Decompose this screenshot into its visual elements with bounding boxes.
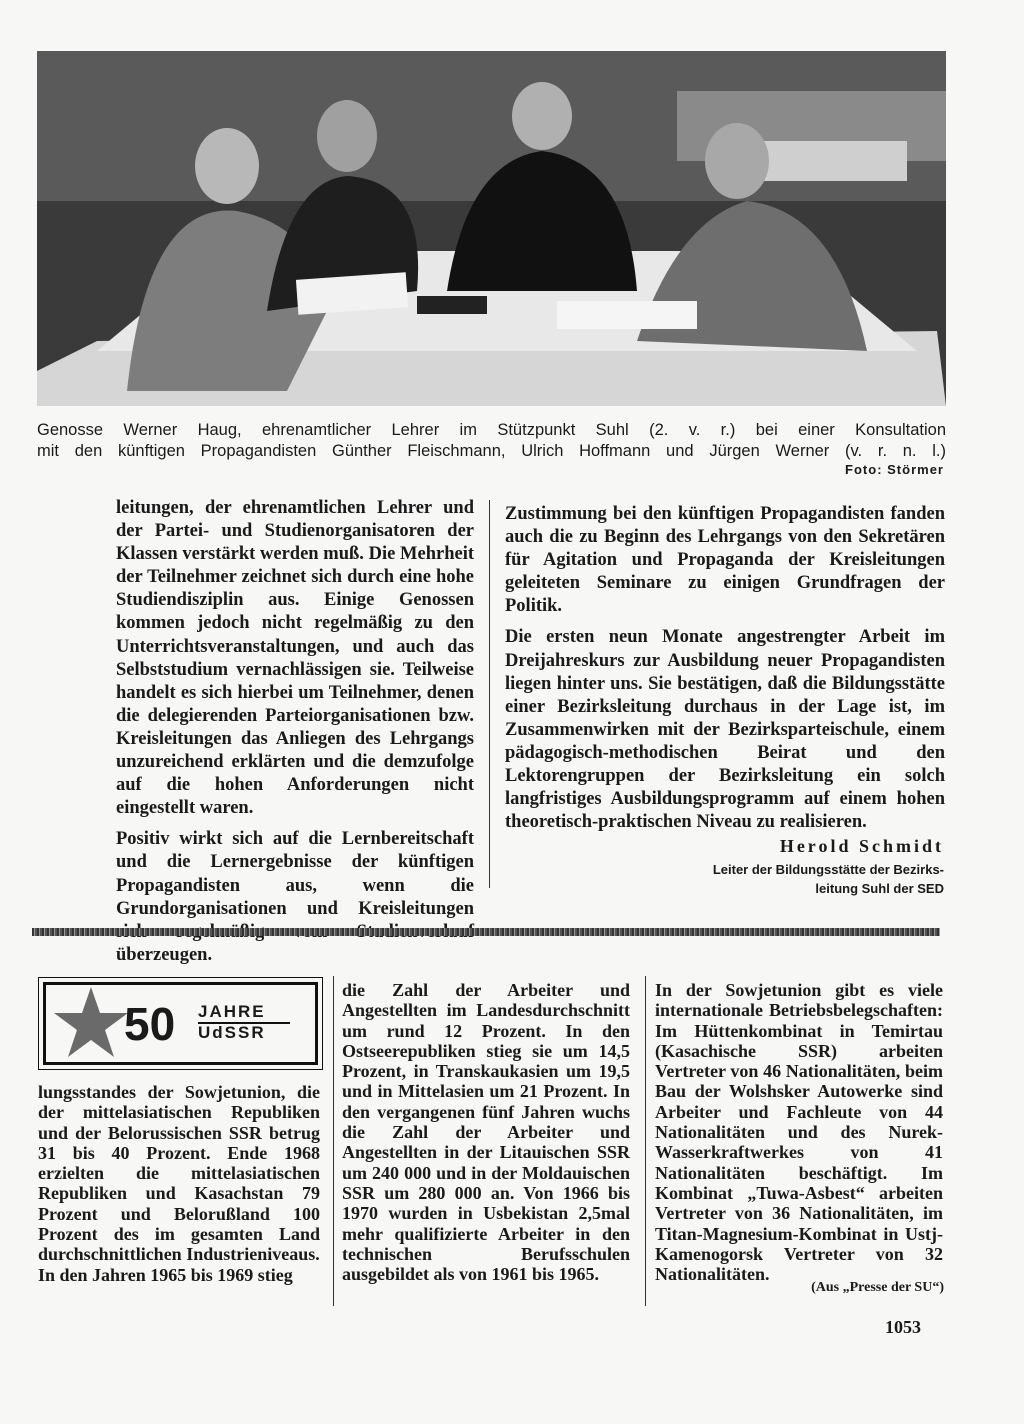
- meeting-photo: [37, 51, 946, 406]
- photo-meeting-icon: [37, 51, 946, 406]
- logo-udssr: UdSSR: [198, 1023, 266, 1042]
- logo-number: 50: [124, 998, 176, 1050]
- photo-caption: [37, 420, 946, 462]
- article-paragraph: Zustimmung bei den künftigen Propagandisten fanden auch die zu Beginn des Lehrgangs von den Sekretären für Agitation und Propaganda der Kreisleitungen geleiteten Seminare zu einigen Grundfragen der Politik.: [505, 504, 945, 617]
- article-column-right: [505, 503, 945, 842]
- bottom-paragraph: In den Jahren 1965 bis 1969 stieg: [38, 1264, 293, 1285]
- page-number: 1053: [885, 1317, 921, 1337]
- article-paragraph: leitungen, der ehrenamtlichen Lehrer und der Partei- und Studienorganisatoren der Klassen verstärkt werden muß. Die Mehrheit der Teilnehmer zeichnet sich durch eine hohe Studiendisziplin aus. Einige Genossen kommen jedoch nicht regelmäßig zu den Unterrichtsveranstaltungen, und auch das Selbststudium vernachlässigen sie. Teilweise handelt es sich hierbei um Teilnehmer, denen die delegierenden Parteiorganisationen bzw. Kreisleitungen das Anliegen des Lehrgangs unzureichend erklärten und die demzufolge auf die hohen Anforderungen nicht eingestellt waren.: [116, 498, 474, 819]
- bottom-paragraph: In der Sowjetunion gibt es viele internationale Betriebsbelegschaften: Im Hüttenkombinat in Temirtau (Kasachische SSR) arbeiten Vertreter von 46 Nationalitäten, beim Bau der Wolshsker Autowerke sind Arbeiter und Fachleute von 44 Nationalitäten und des Nurek-Wasserkraftwerkes von 41 Nationalitäten beschäftigt. Im Kombinat „Tuwa-Asbest“ arbeiten Vertreter von 36 Nationalitäten, im Titan-Magnesium-Kombinat in Ustj-Kamenogorsk Vertreter von 32 Nationalitäten.: [655, 980, 943, 1285]
- section-divider: [32, 928, 940, 936]
- author-role-line: leitung Suhl der SED: [815, 881, 944, 896]
- photo-credit: Foto: Störmer: [845, 462, 944, 477]
- article-column-left: [116, 497, 474, 975]
- bottom-paragraph: lungsstandes der Sowjetunion, die der mittelasiatischen Republiken und der Belorussischen SSR betrug 31 bis 40 Prozent. Ende 1968 erzielten die mittelasiatischen Republiken und Kasachstan 79 Prozent und Belorußland 100 Prozent des im gesamten Land durchschnittlichen Industrieniveaus.: [38, 1082, 320, 1265]
- article-paragraph: Die ersten neun Monate angestrengter Arbeit im Dreijahreskurs zur Ausbildung neuer Propagandisten liegen hinter uns. Sie bestätigen, daß die Bildungsstätte einer Bezirksleitung durchaus in der Lage ist, im Zusammenwirken mit der Bezirksparteischule, einem pädagogisch-methodischen Beirat und den Lektorengruppen der Bezirksleitung ein solch langfristiges Ausbildungsprogramm auf einem hohen theoretisch-praktischen Niveau zu realisieren.: [505, 627, 945, 833]
- caption-line-2: mit den künftigen Propagandisten Günther Fleischmann, Ulrich Hoffmann und Jürgen Werner (v. r. n. l.): [37, 442, 946, 460]
- caption-line-1: Genosse Werner Haug, ehrenamtlicher Lehrer im Stützpunkt Suhl (2. v. r.) bei einer Konsultation: [37, 421, 946, 439]
- bottom-column-2: [342, 980, 630, 1284]
- column-divider: [333, 976, 334, 1306]
- author-role: [624, 860, 944, 898]
- bottom-paragraph: die Zahl der Arbeiter und Angestellten im Landesdurchschnitt um rund 12 Prozent. In den Ostseerepubliken stieg sie um 14,5 Prozent, in Transkaukasien um 19,5 und in Mittelasien um 21 Prozent. In den vergangenen fünf Jahren wuchs die Zahl der Arbeiter und Angestellten in der Litauischen SSR um 240 000 und in der Moldauischen SSR um 280 000 an. Von 1966 bis 1970 wurden in Usbekistan 2,5mal mehr qualifizierte Arbeiter in den technischen Berufsschulen ausgebildet als von 1961 bis 1965.: [342, 980, 630, 1285]
- article-paragraph: Positiv wirkt sich auf die Lernbereitschaft und die Lernergebnisse der künftigen Propagandisten aus, wenn die Grundorganisationen und Kreisleitungen überzeugen.: [116, 829, 474, 965]
- logo-jahre: JAHRE: [198, 1002, 266, 1021]
- bottom-column-1: [38, 1082, 320, 1285]
- bottom-column-3: [655, 980, 943, 1284]
- column-divider: [489, 500, 490, 888]
- star-icon: [51, 983, 131, 1063]
- source-note: (Aus „Presse der SU“): [811, 1280, 944, 1295]
- author-role-line: Leiter der Bildungsstätte der Bezirks-: [712, 862, 944, 877]
- author-name: Herold Schmidt: [779, 836, 944, 856]
- column-divider: [645, 976, 646, 1306]
